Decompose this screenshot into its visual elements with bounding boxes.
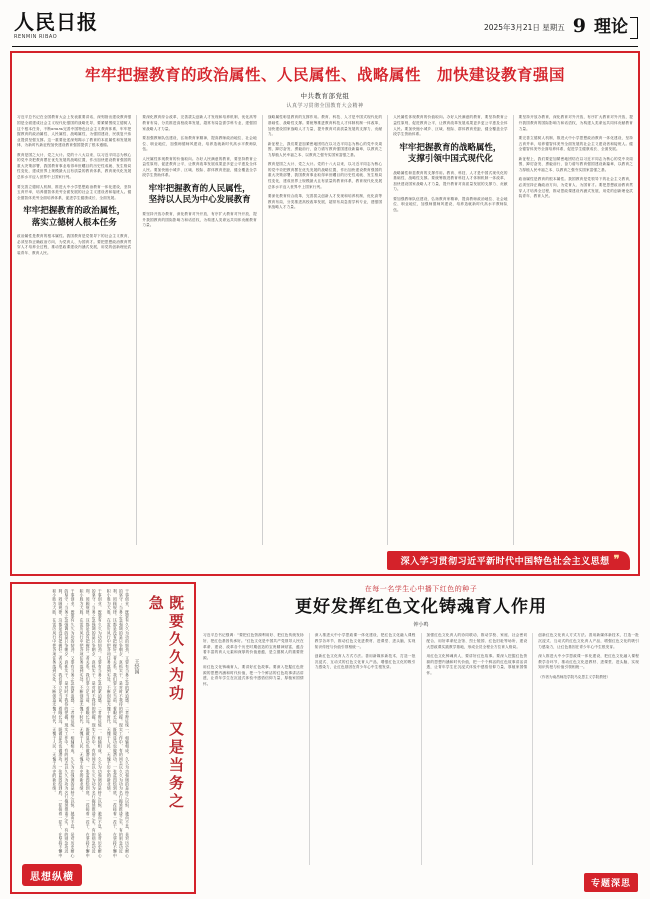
issue-date: 2025年3月21日 星期五	[483, 22, 565, 32]
bottom-section	[10, 582, 640, 894]
quote-mark-icon: ❞	[613, 553, 620, 567]
column-stamp: 思想纵横	[22, 864, 82, 886]
bottom-right-columns	[203, 633, 639, 865]
subhead-1: 牢牢把握教育的政治属性，落实立德树人根本任务	[23, 206, 126, 228]
page-number: 9	[572, 14, 586, 37]
vertical-byline: 王经国	[133, 659, 140, 674]
br-column-1: 习近平总书记强调：“要把红色资源利用好、把红色传统发扬好、把红色基因传承好。”红色文化是中国共产党领导人民在革命、建设、改革各个历史时期创造的宝贵精神财富，蕴含着丰富的育人元素和深厚的价值意蕴，是立德树人的重要资源。 用红色文化铸魂育人，要讲好红色故事。要深入挖掘红色资源的思想内涵和时代价值，把一个个鲜活的红色故事讲活讲透，让青年学生在沉浸式体验中感悟信仰力量，厚植家国情怀。	[203, 633, 304, 686]
bottom-right-article	[202, 582, 640, 894]
top-article-columns	[17, 115, 633, 545]
column-1: 习近平总书记在全国教育大会上发表重要讲话，深刻指出建设教育强国是全面建成社会主义现代化强国的战略先导，要紧紧围绕立德树人这个根本任务，不断ополь完善中国特色社会主义教育体系，牢牢把握教育的政治属性、人民属性、战略属性，为强国建设、民族复兴伟业提供坚强支撑。这一重要论述深刻揭示了教育的本质属性和发展规律，为新时代新征程加快建设教育强国提供了根本遵循。 教育是国之大计、党之大计。党的十八大以来，以习近平同志为核心的党中央把教育摆在优先发展的战略位置，作出加快建设教育强国的重大决策部署，我国教育事业取得举世瞩目的历史性成就、发生格局性变化，建成世界上规模最大且有质量的教育体系，教育现代化发展总体水平迈入世界中上国家行列。 要完善立德树人机制，推进大中小学思想政治教育一体化建设，坚持五育并举，培养德智体美劳全面发展的社会主义建设者和接班人。健全德智体美劳全面培养体系，促进学生健康成长、全面发展。 牢牢把握教育的政治属性，落实立德树人根本任务 政治属性是教育的根本属性。我国教育是党领导下的社会主义教育，必须坚持正确政治方向，为党育人、为国育才。要把思想政治教育贯穿人才培养全过程，推动思政课建设内涵式发展，用党的创新理论武装青年、教育人民。	[17, 115, 132, 255]
column-4: 人民属性体现教育的价值取向。办好人民满意的教育，要坚持教育公益性原则，促进教育公平，让教育改革发展成果更多更公平惠及全体人民。要加快缩小城乡、区域、校际、群体教育差距，健全覆盖全学段学生资助体系。 牢牢把握教育的战略属性，支撑引领中国式现代化 战略属性彰显教育的支撑作用。教育、科技、人才是中国式现代化的基础性、战略性支撑。要统筹推进教育科技人才体制机制一体改革，加快建设国家战略人才力量，提升教育对高质量发展的支撑力、贡献力。 要加强教师队伍建设，弘扬教育家精神，提高教师政治地位、社会地位、职业地位，加强师德师风建设，培养造就新时代高水平教师队伍。	[387, 115, 507, 545]
theme-banner: 深入学习贯彻习近平新时代中国特色社会主义思想 ❞	[387, 551, 630, 570]
subhead-2: 牢牢把握教育的人民属性，坚持以人民为中心发展教育	[148, 184, 251, 206]
section-title: 理论	[594, 19, 638, 36]
br-column-3: 加强红色文化育人的协同联动，推动学校、家庭、社会密切配合，用好革命纪念馆、烈士陵园、红色旧址等场所，建设大思政课实践教学基地，形成全员全程全方位育人格局。 用红色文化铸魂育人，要讲好红色故事。要深入挖掘红色资源的思想内涵和时代价值，把一个个鲜活的红色故事讲活讲透，让青年学生在沉浸式体验中感悟信仰力量，厚植家国情怀。	[421, 633, 528, 865]
top-article-frame	[10, 51, 640, 576]
vertical-body-3: 干事创业，既要有久久为功的韧劲，又要有当务之急的紧迫感。二者辩证统一，相辅相成。久久为功强调的是持之以恒、驰而不息，是对历史耐心的坚守；当务之急强调的是只争朝夕、真抓实干，是对时不我待的把握。现实工作中，有的同志以久久为功为名行拖延推诿之实，有的则急功近利、罔顾规律。这都是没有把握好二者关系。我们要立足当前、着眼长远，既做显功也做潜功，一张蓝图绘到底，一茬接着一茬干，在坚持不懈中积小胜为大胜，在雷厉风行中把各项任务落到实处，不断创造无愧于时代、无愧于人民、无愧于历史的新业绩。	[52, 589, 76, 858]
top-byline: 中共教育部党组 认真学习贯彻全国教育大会精神	[286, 92, 364, 110]
vertical-body-1: 干事创业，既要有久久为功的韧劲，又要有当务之急的紧迫感。二者辩证统一，相辅相成。久久为功强调的是持之以恒、驰而不息，是对历史耐心的坚守；当务之急强调的是只争朝夕、真抓实干，是对时不我待的把握。现实工作中，有的同志以久久为功为名行拖延推诿之实，有的则急功近利、罔顾规律。这都是没有把握好二者关系。我们要立足当前、着眼长远，既做显功也做潜功，一张蓝图绘到底，一茬接着一茬干，在坚持不懈中积小胜为大胜，在雷厉风行中把各项任务落到实处，不断创造无愧于时代、无愧于人民、无愧于历史的新业绩。	[107, 589, 131, 858]
column-2: 要深化教育综合改革，完善拔尖创新人才发现和培养机制，优化高等教育布局，分类推进高校改革发展，超常布局急需学科专业，建强国家战略人才力量。 要加强教师队伍建设，弘扬教育家精神，提高教师政治地位、社会地位、职业地位，加强师德师风建设，培养造就新时代高水平教师队伍。 人民属性体现教育的价值取向。办好人民满意的教育，要坚持教育公益性原则，促进教育公平，让教育改革发展成果更多更公平惠及全体人民。要加快缩小城乡、区域、校际、群体教育差距，健全覆盖全学段学生资助体系。 牢牢把握教育的人民属性，坚持以人民为中心发展教育 要坚持开放办教育，深化教育对外开放，有序扩大教育对外开放，提升我国教育的国际影响力和话语权，为构建人类命运共同体贡献教育力量。	[136, 115, 256, 545]
author-note: （作者为南昌师范学院马克思主义学院教授）	[538, 674, 611, 679]
masthead-divider	[12, 46, 638, 47]
masthead-right	[483, 14, 638, 37]
br-column-2: 深入推进大中小学思政课一体化建设，把红色文化融入课程教学各环节，推动红色文化进教材、进课堂、进头脑，实现知识传授与价值引领相统一。 创新红色文化育人方式方法。善用新媒体新技术，打造一批沉浸式、互动式的红色文化育人产品，增强红色文化的吸引力感染力，让红色基因在青少年心中生根发芽。	[309, 633, 416, 865]
column-5: 要坚持开放办教育，深化教育对外开放，有序扩大教育对外开放，提升我国教育的国际影响力和话语权，为构建人类命运共同体贡献教育力量。 要完善立德树人机制，推进大中小学思想政治教育一体化建设，坚持五育并举，培养德智体美劳全面发展的社会主义建设者和接班人。健全德智体美劳全面培养体系，促进学生健康成长、全面发展。 新征程上，我们要更加紧密地团结在以习近平同志为核心的党中央周围，踔厉奋发、勇毅前行，奋力谱写教育强国建设新篇章，以教育之力厚植人民幸福之本、以教育之强夯实国家富强之基。 政治属性是教育的根本属性。我国教育是党领导下的社会主义教育，必须坚持正确政治方向，为党育人、为国育才。要把思想政治教育贯穿人才培养全过程，推动思政课建设内涵式发展，用党的创新理论武装青年、教育人民。	[513, 115, 633, 545]
subhead-3: 牢牢把握教育的战略属性，支撑引领中国式现代化	[399, 142, 502, 165]
vertical-headline: 既要久久为功 又是当务之急	[146, 595, 185, 811]
masthead	[0, 0, 650, 46]
top-headline: 牢牢把握教育的政治属性、人民属性、战略属性 加快建设教育强国	[84, 65, 565, 84]
article-title: 更好发挥红色文化铸魂育人作用	[295, 597, 547, 617]
bottom-left-article	[10, 582, 196, 894]
article-kicker: 在每一名学生心中播下红色的种子	[364, 585, 478, 593]
br-column-4: 创新红色文化育人方式方法。善用新媒体新技术，打造一批沉浸式、互动式的红色文化育人产品，增强红色文化的吸引力感染力，让红色基因在青少年心中生根发芽。 深入推进大中小学思政课一体化建设，把红色文化融入课程教学各环节，推动红色文化进教材、进课堂、进头脑，实现知识传授与价值引领相统一。 （作者为南昌师范学院马克思主义学院教授）	[532, 633, 639, 865]
newspaper-logo: 人民日报 RENMIN RIBAO	[14, 10, 98, 40]
column-3: 战略属性彰显教育的支撑作用。教育、科技、人才是中国式现代化的基础性、战略性支撑。要统筹推进教育科技人才体制机制一体改革，加快建设国家战略人才力量，提升教育对高质量发展的支撑力、贡献力。 新征程上，我们要更加紧密地团结在以习近平同志为核心的党中央周围，踔厉奋发、勇毅前行，奋力谱写教育强国建设新篇章，以教育之力厚植人民幸福之本、以教育之强夯实国家富强之基。 教育是国之大计、党之大计。党的十八大以来，以习近平同志为核心的党中央把教育摆在优先发展的战略位置，作出加快建设教育强国的重大决策部署，我国教育事业取得举世瞩目的历史性成就、发生格局性变化，建成世界上规模最大且有质量的教育体系，教育现代化发展总体水平迈入世界中上国家行列。 要深化教育综合改革，完善拔尖创新人才发现和培养机制，优化高等教育布局，分类推进高校改革发展，超常布局急需学科专业，建强国家战略人才力量。	[262, 115, 382, 545]
article-byline: 钟小鸣	[413, 622, 429, 629]
vertical-body-2: 干事创业，既要有久久为功的韧劲，又要有当务之急的紧迫感。二者辩证统一，相辅相成。久久为功强调的是持之以恒、驰而不息，是对历史耐心的坚守；当务之急强调的是只争朝夕、真抓实干，是对时不我待的把握。现实工作中，有的同志以久久为功为名行拖延推诿之实，有的则急功近利、罔顾规律。这都是没有把握好二者关系。我们要立足当前、着眼长远，既做显功也做潜功，一张蓝图绘到底，一茬接着一茬干，在坚持不懈中积小胜为大胜，在雷厉风行中把各项任务落到实处，不断创造无愧于时代、无愧于人民、无愧于历史的新业绩。	[80, 589, 104, 858]
section-tag: 专题深思	[584, 873, 638, 892]
